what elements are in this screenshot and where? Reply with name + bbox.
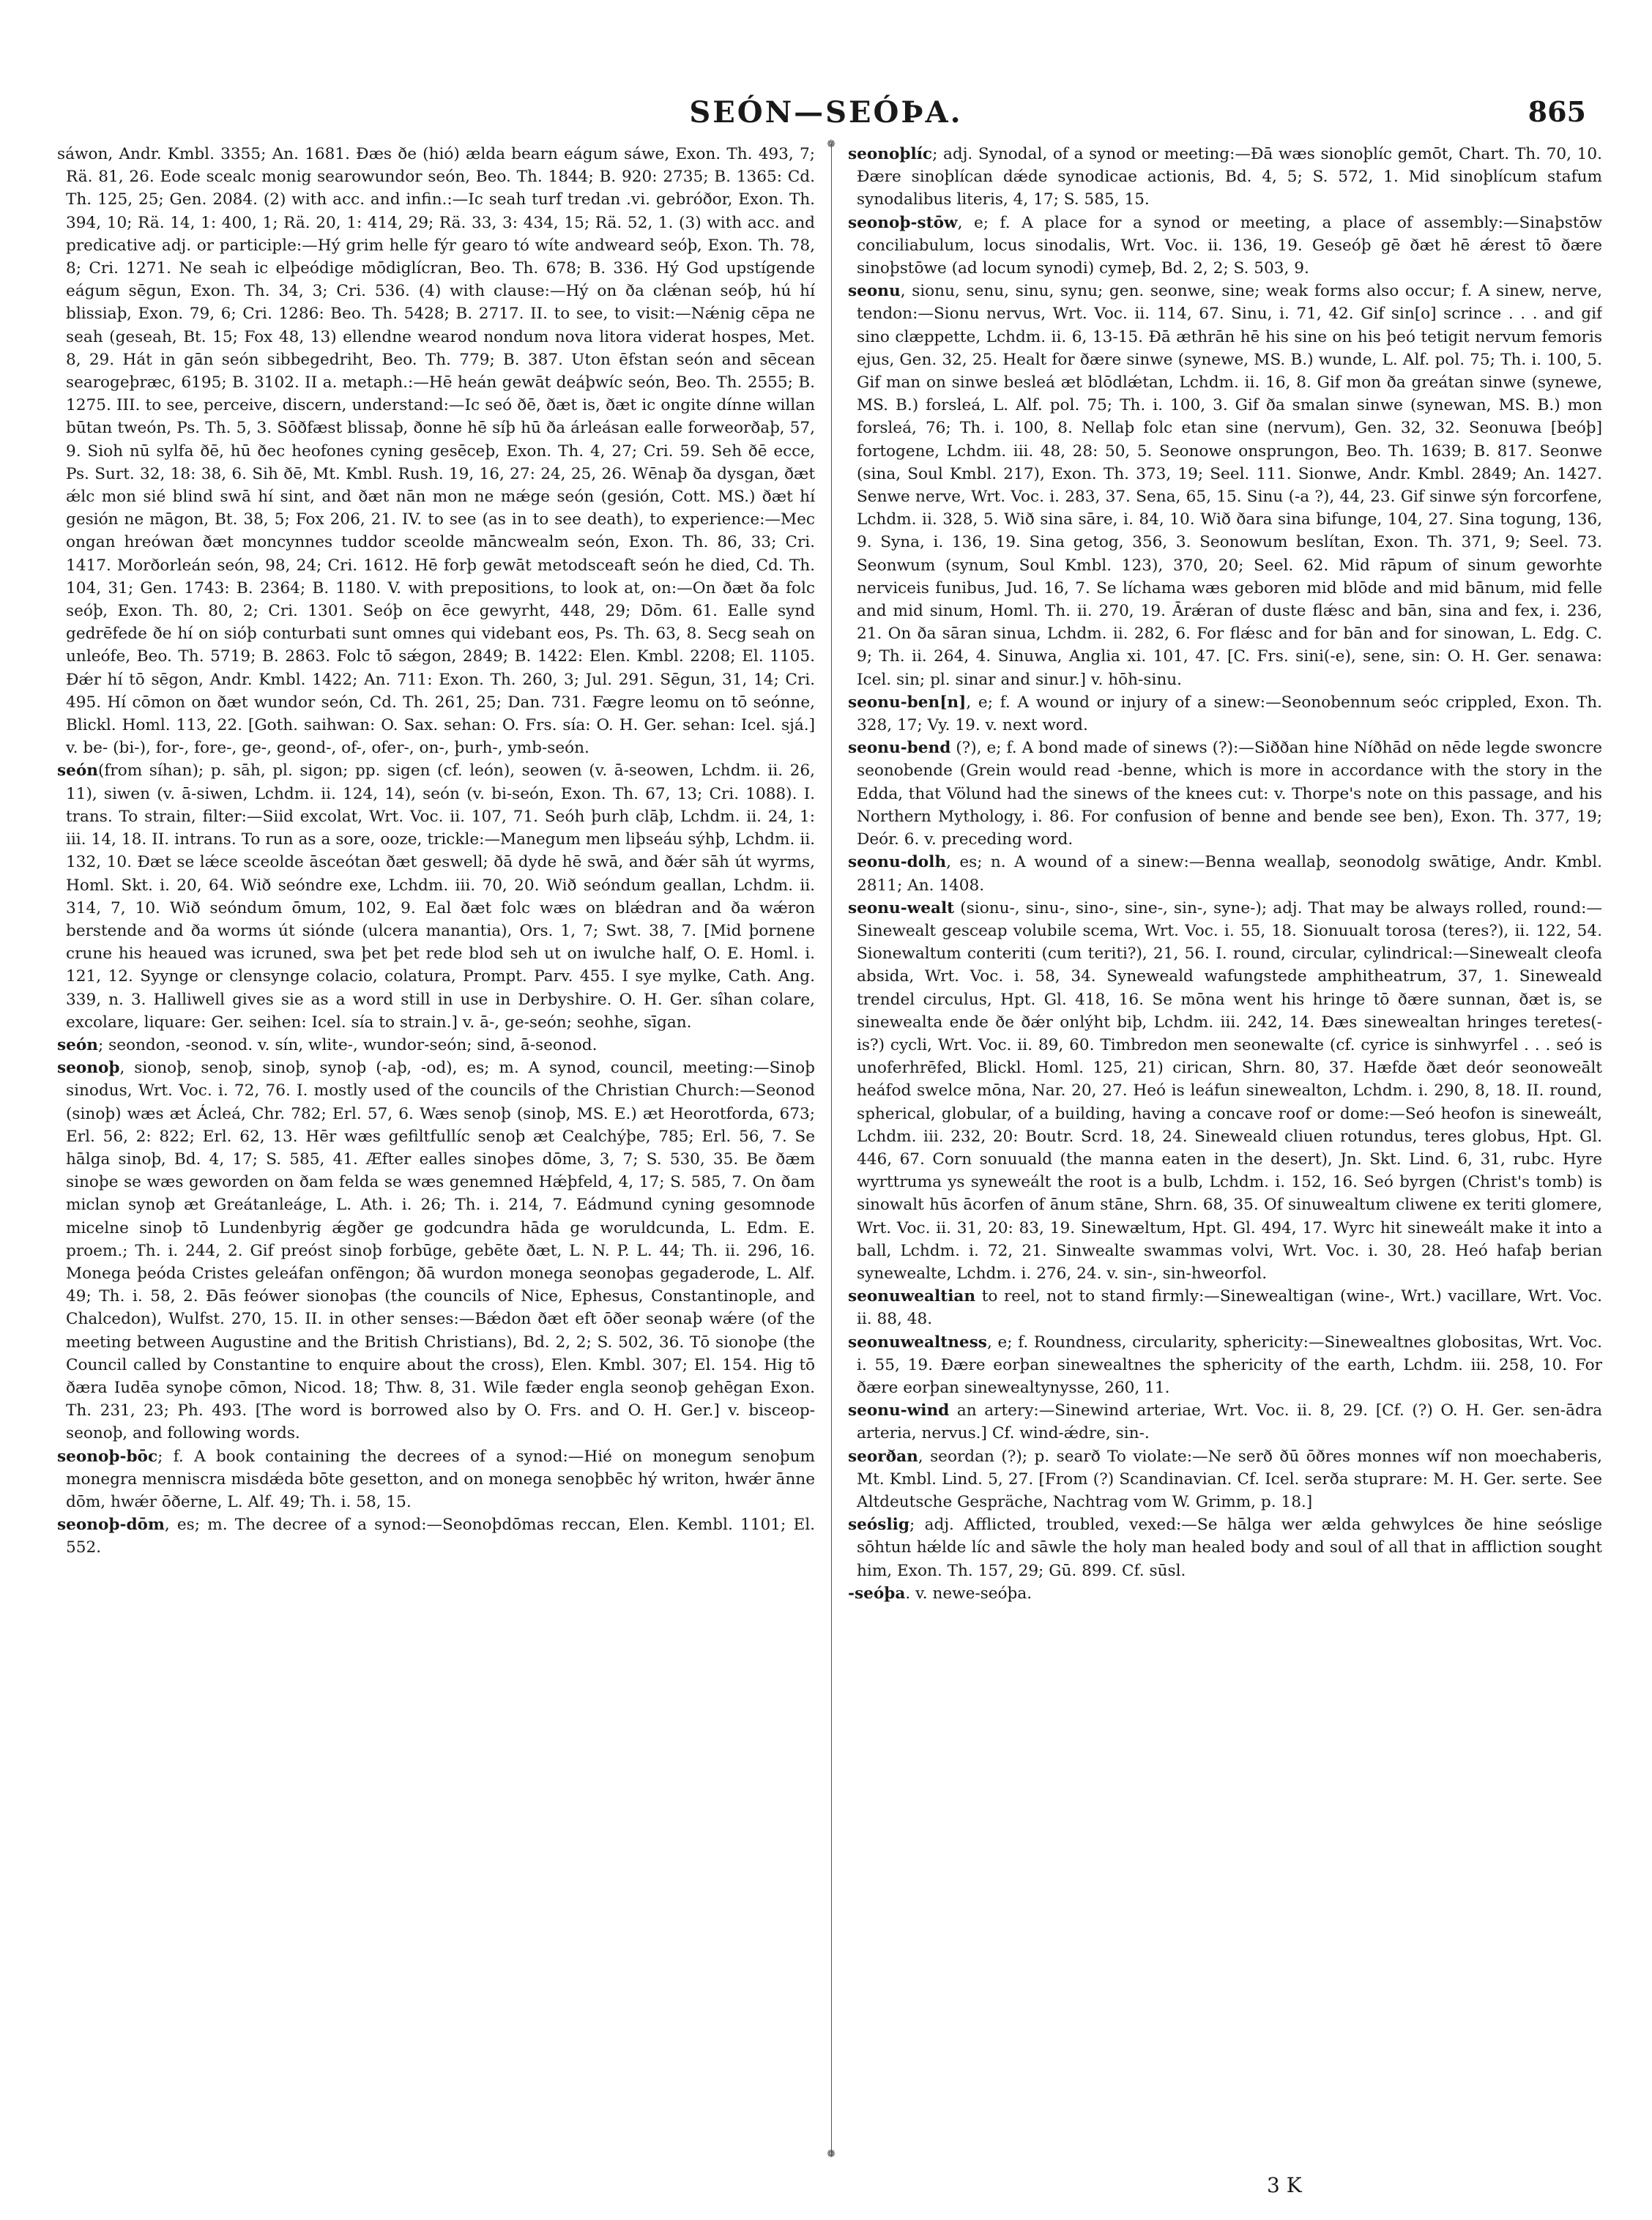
entry-text: , sionoþ, senoþ, sinoþ, synoþ (-aþ, -od), es; m. A synod, council, meeting:—Sinoþ sinodus, Wrt. Voc. i. 72, 76. I. mostly used of the councils of the Christian Church:—Seonod (sinoþ) wæs æt Ácleá, Chr. 782; Erl. 57, 6. Wæs senoþ (sinoþ, MS. E.) æt Heorotforda, 673; Erl. 56, 2: 822; Erl. 62, 13. Hēr wæs gefiltfullíc senoþ æt Cealchýþe, 785; Erl. 56, 7. Se hālga sinoþ, Bd. 4, 17; S. 585, 41. Æfter ealles sinoþes dōme, 3, 7; S. 530, 35. Be ðæm sinoþe se wæs geworden on ðam felda se wæs genemned Hǽþfeld, 4, 17; S. 585, 7. On ðam miclan synoþ æt Greátanleáge, L. Ath. i. 26; Th. i. 214, 7. Eádmund cyning gesomnode micelne sinoþ tō Lundenbyrig ǽgðer ge godcundra hāda ge woruldcunda, L. Edm. E. proem.; Th. i. 244, 2. Gif preóst sinoþ forbūge, gebēte ðæt, L. N. P. L. 44; Th. ii. 296, 16. Monega þeóda Cristes geleáfan onfēngon; ðā wurdon monega seonoþas gegaderode, L. Alf. 49; Th. i. 58, 2. Ðās feówer sionoþas (the councils of Nice, Ephesus, Constantinople, and Chalcedon), Wulfst. 270, 15. II. in other senses:—Bǽdon ðæt eft ōðer seonaþ wǽre (of the meeting between Augustine and the British Christians), Bd. 2, 2; S. 502, 36. Tō sionoþe (the Council called by Constantine to enquire about the cross), Elen. Kmbl. 307; El. 154. Hig tō ðæra Iudēa synoþe cōmon, Nicod. 18; Thw. 8, 31. Wile fæder engla seonoþ gehēgan Exon. Th. 231, 23; Ph. 493. [The word is borrowed also by O. Frs. and O. H. Ger.] v. bisceop-seonoþ, and following words. (66, 1059, 815, 1443)
entry-headword: seóslig (848, 1516, 909, 1535)
entry-text: sáwon, Andr. Kmbl. 3355; An. 1681. Ðæs ðe (hió) ælda bearn eágum sáwe, Exon. Th. 493, 7; Rä. 81, 26. Eode scealc monig searowundor seón, Beo. Th. 1844; B. 920: 2735; B. 1365: Cd. Th. 125, 25; Gen. 2084. (2) with acc. and infin.:—Ic seah turf tredan .vi. gebróðor, Exon. Th. 394, 10; Rä. 14, 1: 400, 1; Rä. 20, 1: 414, 29; Rä. 33, 3: 434, 15; Rä. 52, 1. (3) with acc. and predicative adj. or participle:—Hý grim helle fýr gearo tó wíte andweard seóþ, Exon. Th. 78, 8; Cri. 1271. Ne seah ic elþeódige mōdiglícran, Beo. Th. 678; B. 336. Hý God upstígende eágum sēgun, Exon. Th. 34, 3; Cri. 536. (4) with clause:—Hý on ða clǽnan seóþ, hú hí blissiaþ, Exon. 79, 6; Cri. 1286: Beo. Th. 5428; B. 2717. II. to see, to visit:—Nǽnig cēpa ne seah (geseah, Bt. 15; Fox 48, 13) ellendne wearod nondum nova litora viderat hospes, Met. 8, 29. Hát in gān seón sibbegedriht, Beo. Th. 779; B. 387. Uton ēfstan seón and sēcean searogeþræc, 6195; B. 3102. II a. metaph.:—Hē heán gewāt deáþwíc seón, Beo. Th. 2555; B. 1275. III. to see, perceive, discern, understand:—Ic seó ðē, ðæt is, ðæt ic ongite dínne willan būtan tweón, Ps. Th. 5, 3. Sōðfæst blissaþ, ðonne hē síþ hū ða árleásan ealle forweorðaþ, 57, 9. Sioh nū sylfa ðē, hū ðec heofones cyning gesēceþ, Exon. Th. 4, 27; Cri. 59. Seh ðē ecce, Ps. Surt. 32, 18: 38, 6. Sih ðē, Mt. Kmbl. Rush. 19, 16, 27: 24, 25, 26. Wēnaþ ða dysgan, ðæt ǽlc mon sié blind swā hí sint, and ðæt nān mon ne mǽge seón (gesión, Cott. MS.) ðæt hí gesión ne māgon, Bt. 38, 5; Fox 206, 21. IV. to see (as in to see death), to experience:—Mec ongan hreówan ðæt moncynnes tuddor sceolde māncwealm seón, Exon. Th. 86, 33; Cri. 1417. Morðorleán seón, 98, 24; Cri. 1612. Hē forþ gewāt metodsceaft seón he died, Cd. Th. 104, 31; Gen. 1743: B. 2364; B. 1180. V. with prepositions, to look at, on:—On ðæt ða folc seóþ, Exon. Th. 80, 2; Cri. 1301. Seóþ on ēce gewyrht, 448, 29; Dōm. 61. Ealle synd gedrēfede ðe hí on sióþ conturbati sunt omnes qui videbant eos, Ps. Th. 63, 8. Secg seah on unleófe, Beo. Th. 5719; B. 2863. Folc tō sǽgon, 2849; B. 1422: Elen. Kmbl. 2208; El. 1105. Ðǽr hí tō sēgon, Andr. Kmbl. 1422; An. 711: Exon. Th. 260, 3; Jul. 291. Sēgun, 31, 14; Cri. 495. Hí cōmon on ðæt wundor seón, Cd. Th. 261, 25; Dan. 731. Fægre leomu on tō seónne, Blickl. Homl. 113, 22. [Goth. saihwan: O. Sax. sehan: O. Frs. sía: O. H. Ger. sehan: Icel. sjá.] v. be- (bi-), for-, fore-, ge-, geond-, of-, ofer-, on-, þurh-, ymb-seón. (57, 145, 815, 758)
right-column (848, 143, 1602, 2149)
dictionary-entry (848, 143, 1602, 212)
entry-text: , seordan (?); p. searð To violate:—Ne serð ðū ōðres monnes wíf non moechaberis, Mt. Kmbl. Lind. 5, 27. [From (?) Scandinavian. Cf. Icel. serða stuprare: M. H. Ger. serte. See Altdeutsche Gespräche, Nachtrag vom W. Grimm, p. 18.] (857, 1447, 1602, 1511)
entry-text: , e; f. Roundness, circularity, sphericity:—Sinewealtnes globositas, Wrt. Voc. i. 55, 19. Ðære eorþan sinewealtnes the sphericity of the earth, Lchdm. iii. 258, 10. For ðære eorþan sinewealtynysse, 260, 11. (857, 1333, 1602, 1397)
entry-text: (?), e; f. A bond made of sinews (?):—Siððan hine Níðhād on nēde legde swoncre seonobende (Grein would read -benne, which is more in accordance with the story in the Edda, that Völund had the sinews of the knees cut: v. Thorpe's note on this passage, and his Northern Mythology, i. 86. For confusion of benne and bende see ben), Exon. Th. 377, 19; Deór. 6. v. preceding word. (857, 739, 1602, 849)
left-column (57, 143, 815, 2149)
entry-text: (from síhan); p. sāh, pl. sigon; pp. sigen (cf. león), seowen (v. ā-seowen, Lchdm. ii. 26, 11), siwen (v. ā-siwen, Lchdm. ii. 124, 14), seón (v. bi-seón, Exon. Th. 67, 13; Cri. 1088). I. trans. To strain, filter:—Siid excolat, Wrt. Voc. ii. 107, 71. Seóh þurh clāþ, Lchdm. ii. 24, 1: iii. 14, 18. II. intrans. To run as a sore, ooze, trickle:—Manegum men liþseáu sýhþ, Lchdm. ii. 132, 10. Ðæt se lǽce sceolde āsceótan ðæt geswell; ðā dyde hē swā, and ðǽr sāh út wyrms, Homl. Skt. i. 20, 64. Wið seóndre exe, Lchdm. iii. 70, 20. Wið seóndum geallan, Lchdm. ii. 314, 7, 10. Wið seóndum ōmum, 102, 9. Eal ðæt folc wæs on blǽdran and ða wǽron berstende and ða worms út sióndе (ulcera manantia), Ors. 1, 7; Swt. 38, 7. [Mid þornene crune his heaued was icruned, swa þet þet rede blod seh ut on iwulche half, O. E. Homl. i. 121, 12. Syynge or clensynge colacio, colatura, Prompt. Parv. 455. I sye mylke, Cath. Ang. 339, n. 3. Halliwell gives sie as a word still in use in Derbyshire. O. H. Ger. sîhan colare, excolare, liquare: Ger. seihen: Icel. sía to strain.] v. ā-, ge-seón; seohhe, sīgan. (66, 761, 815, 1032)
column-ornament-bottom-icon: ❁ (827, 2148, 836, 2160)
entry-text: . v. newe-seóþa. (905, 1584, 1032, 1603)
dictionary-entry (848, 1445, 1602, 1514)
entry-text: , e; f. A place for a synod or meeting, a place of assembly:—Sinaþstōw conciliabulum, locus sinodalis, Wrt. Voc. ii. 136, 19. Geseóþ gē ðæt hē ǽrest tō ðære sinoþstōwe (ad locum synodi) cymeþ, Bd. 2, 2; S. 503, 9. (857, 213, 1602, 278)
dictionary-entry (848, 1582, 1602, 1605)
dictionary-entry (57, 1057, 815, 1445)
entry-text: , es; m. The decree of a synod:—Seonoþdōmas reccan, Elen. Kembl. 1101; El. 552. (66, 1516, 815, 1557)
entry-headword: seorðan (848, 1447, 918, 1466)
dictionary-entry (848, 1331, 1602, 1400)
entry-headword: seonu-dolh (848, 853, 947, 872)
entry-text: ; seondon, -seonod. v. sín, wlite-, wundor-seón; sind, ā-seonod. (98, 1035, 598, 1054)
entry-headword: seonu-bend (848, 739, 951, 758)
dictionary-entry (848, 691, 1602, 737)
dictionary-entry (848, 851, 1602, 896)
entry-headword: seón (57, 761, 98, 781)
column-ornament-top-icon: ❁ (827, 138, 836, 150)
entry-text: ; adj. Synodal, of a synod or meeting:—Ðā wæs sionoþlíc gemōt, Chart. Th. 70, 10. Ðære sinoþlícan dǽde synodicae actionis, Bd. 4, 5; S. 572, 1. Mid sinoþlícum stafum synodalibus literis, 4, 17; S. 585, 15. (857, 145, 1602, 209)
running-head: SEÓN—SEÓÞA. (689, 95, 963, 130)
entry-text: (sionu-, sinu-, sino-, sine-, sin-, syne-); adj. That may be always rolled, round:—Sinewealt gesceap volubile scema, Wrt. Voc. i. 55, 18. Sionuualt torosa (teres?), ii. 122, 54. Sionewaltum conteriti (cum teriti?), 21, 56. I. round, circular, cylindrical:—Sinewealt cleofa absida, Wrt. Voc. i. 58, 34. Syneweald wafungstede amphitheatrum, 37, 1. Sineweald trendel circulus, Hpt. Gl. 418, 16. Se mōna went his hringe tō ðære sunnan, ðæt is, se sinewealta ende ðe ðǽr onlýht biþ, Lchdm. iii. 242, 14. Ðæs sinewealtan hringes teretes(-is?) cycli, Wrt. Voc. ii. 89, 60. Timbredon men seonewalte (cf. cyrice is sinhwyrfel . . . seó is unoferhrēfed, Blickl. Homl. 125, 21) cirican, Shrn. 80, 37. Hæfde ðæt deór seonoweālt heáfod swelce mōna, Nar. 20, 27. Heó is leáfun sinewealton, Lchdm. i. 290, 8, 18. II. round, spherical, globular, of a building, having a concave roof or dome:—Seó heofon is sineweált, Lchdm. iii. 232, 20: Boutr. Scrd. 18, 24. Sineweald cliuen rotundus, teres globus, Hpt. Gl. 446, 67. Corn sonuuald (the manna eaten in the desert), Jn. Skt. Lind. 6, 31, rubc. Hyre wyrttruma ys syneweált the root is a bulb, Lchdm. i. 152, 16. Seó byrgen (Christ's tomb) is sinowalt hūs ācorfen of ānum stāne, Shrn. 68, 35. Of sinuwealtum cliwene ex teriti glomere, Wrt. Voc. ii. 31, 20: 83, 19. Sinewæltum, Hpt. Gl. 494, 17. Wyrc hit sineweált make it into a ball, Lchdm. i. 72, 21. Sinwealte swammas volvi, Wrt. Voc. i. 30, 28. Heó hafaþ berian synewealte, Lchdm. i. 276, 24. v. sin-, sin-hweorfol. (857, 898, 1602, 1283)
entry-text: , sionu, senu, sinu, synu; gen. seonwe, sine; weak forms also occur; f. A sinew, nerve, tendon:—Sionu nervus, Wrt. Voc. ii. 114, 67. Sinu, i. 71, 42. Gif sin[o] scrince . . . and gif sino clæppette, Lchdm. ii. 6, 13-15. Ðā æthrān hē his sine on his þeó tetigit nervum femoris ejus, Gen. 32, 25. Healt for ðære sinwe (synewe, MS. B.) wunde, L. Alf. pol. 75; Th. i. 100, 5. Gif man on sinwe besleá æt blōdlǽtan, Lchdm. ii. 16, 8. Gif mon ða greátan sinwe (synewe, MS. B.) forsleá, L. Alf. pol. 75; Th. i. 100, 3. Gif ða smalan sinwe (synewan, MS. B.) mon forsleá, 76; Th. i. 100, 8. Nellaþ folc etan sine (nervum), Gen. 32, 32. Seonuwa [beóþ] fortogene, Lchdm. iii. 48, 28: 50, 5. Seonowe onsprungon, Beo. Th. 1639; B. 817. Seonwe (sina, Soul Kmbl. 217), Exon. Th. 373, 19; Seel. 111. Sionwe, Andr. Kmbl. 2849; An. 1427. Senwe nerve, Wrt. Voc. i. 283, 37. Sena, 65, 15. Sinu (-a ?), 44, 23. Gif sinwe sýn forcorfene, Lchdm. ii. 328, 5. Wið sina sāre, i. 84, 10. Wið ðara sina bifunge, 104, 27. Sina togung, 136, 9. Syna, i. 136, 19. Sina getog, 356, 3. Seonowum beslítan, Exon. Th. 371, 9; Seel. 73. Seonwum (synum, Soul Kmbl. 123), 370, 20; Seel. 62. Mid rāpum of sinum geworhte nerviceis funibus, Jud. 16, 7. Se líchama wæs geboren mid blōde and mid bānum, mid felle and mid sinum, Homl. Th. ii. 270, 19. Ārǽran of duste flǽsc and bān, sina and fex, i. 236, 21. On ða sāran sinua, Lchdm. ii. 282, 6. For flǽsc and for bān and for sinowan, L. Edg. C. 9; Th. ii. 264, 4. Sinuwa, Anglia xi. 101, 47. [C. Frs. sini(-e), sene, sin: O. H. Ger. senawa: Icel. sin; pl. sinar and sinur.] v. hōh-sinu. (857, 282, 1602, 689)
entry-text: , e; f. A wound or injury of a sinew:—Seonobennum seóc crippled, Exon. Th. 328, 17; Vy. 19. v. next word. (857, 693, 1602, 735)
dictionary-entry (848, 1513, 1602, 1582)
dictionary-entry (848, 1399, 1602, 1445)
entry-text: , es; n. A wound of a sinew:—Benna weallaþ, seonodolg swātige, Andr. Kmbl. 2811; An. 1408. (857, 853, 1602, 895)
entry-text: ; f. A book containing the decrees of a synod:—Hié on monegum senoþum monegra menniscra misdǽda bōte gesetton, and on monega senoþbēc hý writon, hwǽr ānne dōm, hwǽr ōðerne, L. Alf. 49; Th. i. 58, 15. (66, 1447, 815, 1511)
dictionary-entry (57, 1513, 815, 1559)
entry-headword: seonu-wind (848, 1401, 950, 1420)
entry-text: ; adj. Afflicted, troubled, vexed:—Se hālga wer ælda gehwylces ðe hine seóslige sōhtun hǽlde líc and sāwle the holy man healed body and soul of all that in affliction sought him, Exon. Th. 157, 29; Gū. 899. Cf. sūsl. (857, 1516, 1602, 1580)
dictionary-entry (57, 759, 815, 1033)
entry-headword: seonoþ-stōw (848, 213, 958, 232)
dictionary-entry (57, 1445, 815, 1514)
entry-text: to reel, not to stand firmly:—Sinewealtigan (wine-, Wrt.) vacillare, Wrt. Voc. ii. 88, 48. (857, 1287, 1602, 1329)
column-divider (831, 143, 832, 2156)
dictionary-entry (848, 737, 1602, 851)
dictionary-entry (848, 897, 1602, 1285)
entry-headword: seonu (848, 282, 901, 301)
entry-headword: seonuwealtness (848, 1333, 987, 1352)
page-header (0, 0, 1652, 146)
entry-text: an artery:—Sinewind arteriae, Wrt. Voc. ii. 8, 29. [Cf. (?) O. H. Ger. sen-ādra arteria, nervus.] Cf. wind-ǽdre, sin-. (857, 1401, 1602, 1443)
signature-mark: 3 K (1267, 2173, 1302, 2197)
dictionary-entry (57, 1034, 815, 1057)
entry-headword: seonu-wealt (848, 898, 955, 917)
entry-headword: seonu-ben[n] (848, 693, 967, 712)
dictionary-entry (848, 1285, 1602, 1330)
entry-headword: seonoþlíc (848, 145, 933, 163)
entry-headword: seón (57, 1035, 98, 1054)
dictionary-entry (848, 280, 1602, 691)
entry-headword: seonuwealtian (848, 1287, 976, 1306)
page-number: 865 (1528, 95, 1586, 128)
dictionary-entry (57, 143, 815, 759)
entry-headword: seonoþ-dōm (57, 1516, 165, 1535)
entry-headword: -seóþa (848, 1584, 906, 1603)
dictionary-entry (848, 212, 1602, 280)
entry-headword: seonoþ (57, 1059, 120, 1078)
entry-headword: seonoþ-bōc (57, 1447, 158, 1466)
